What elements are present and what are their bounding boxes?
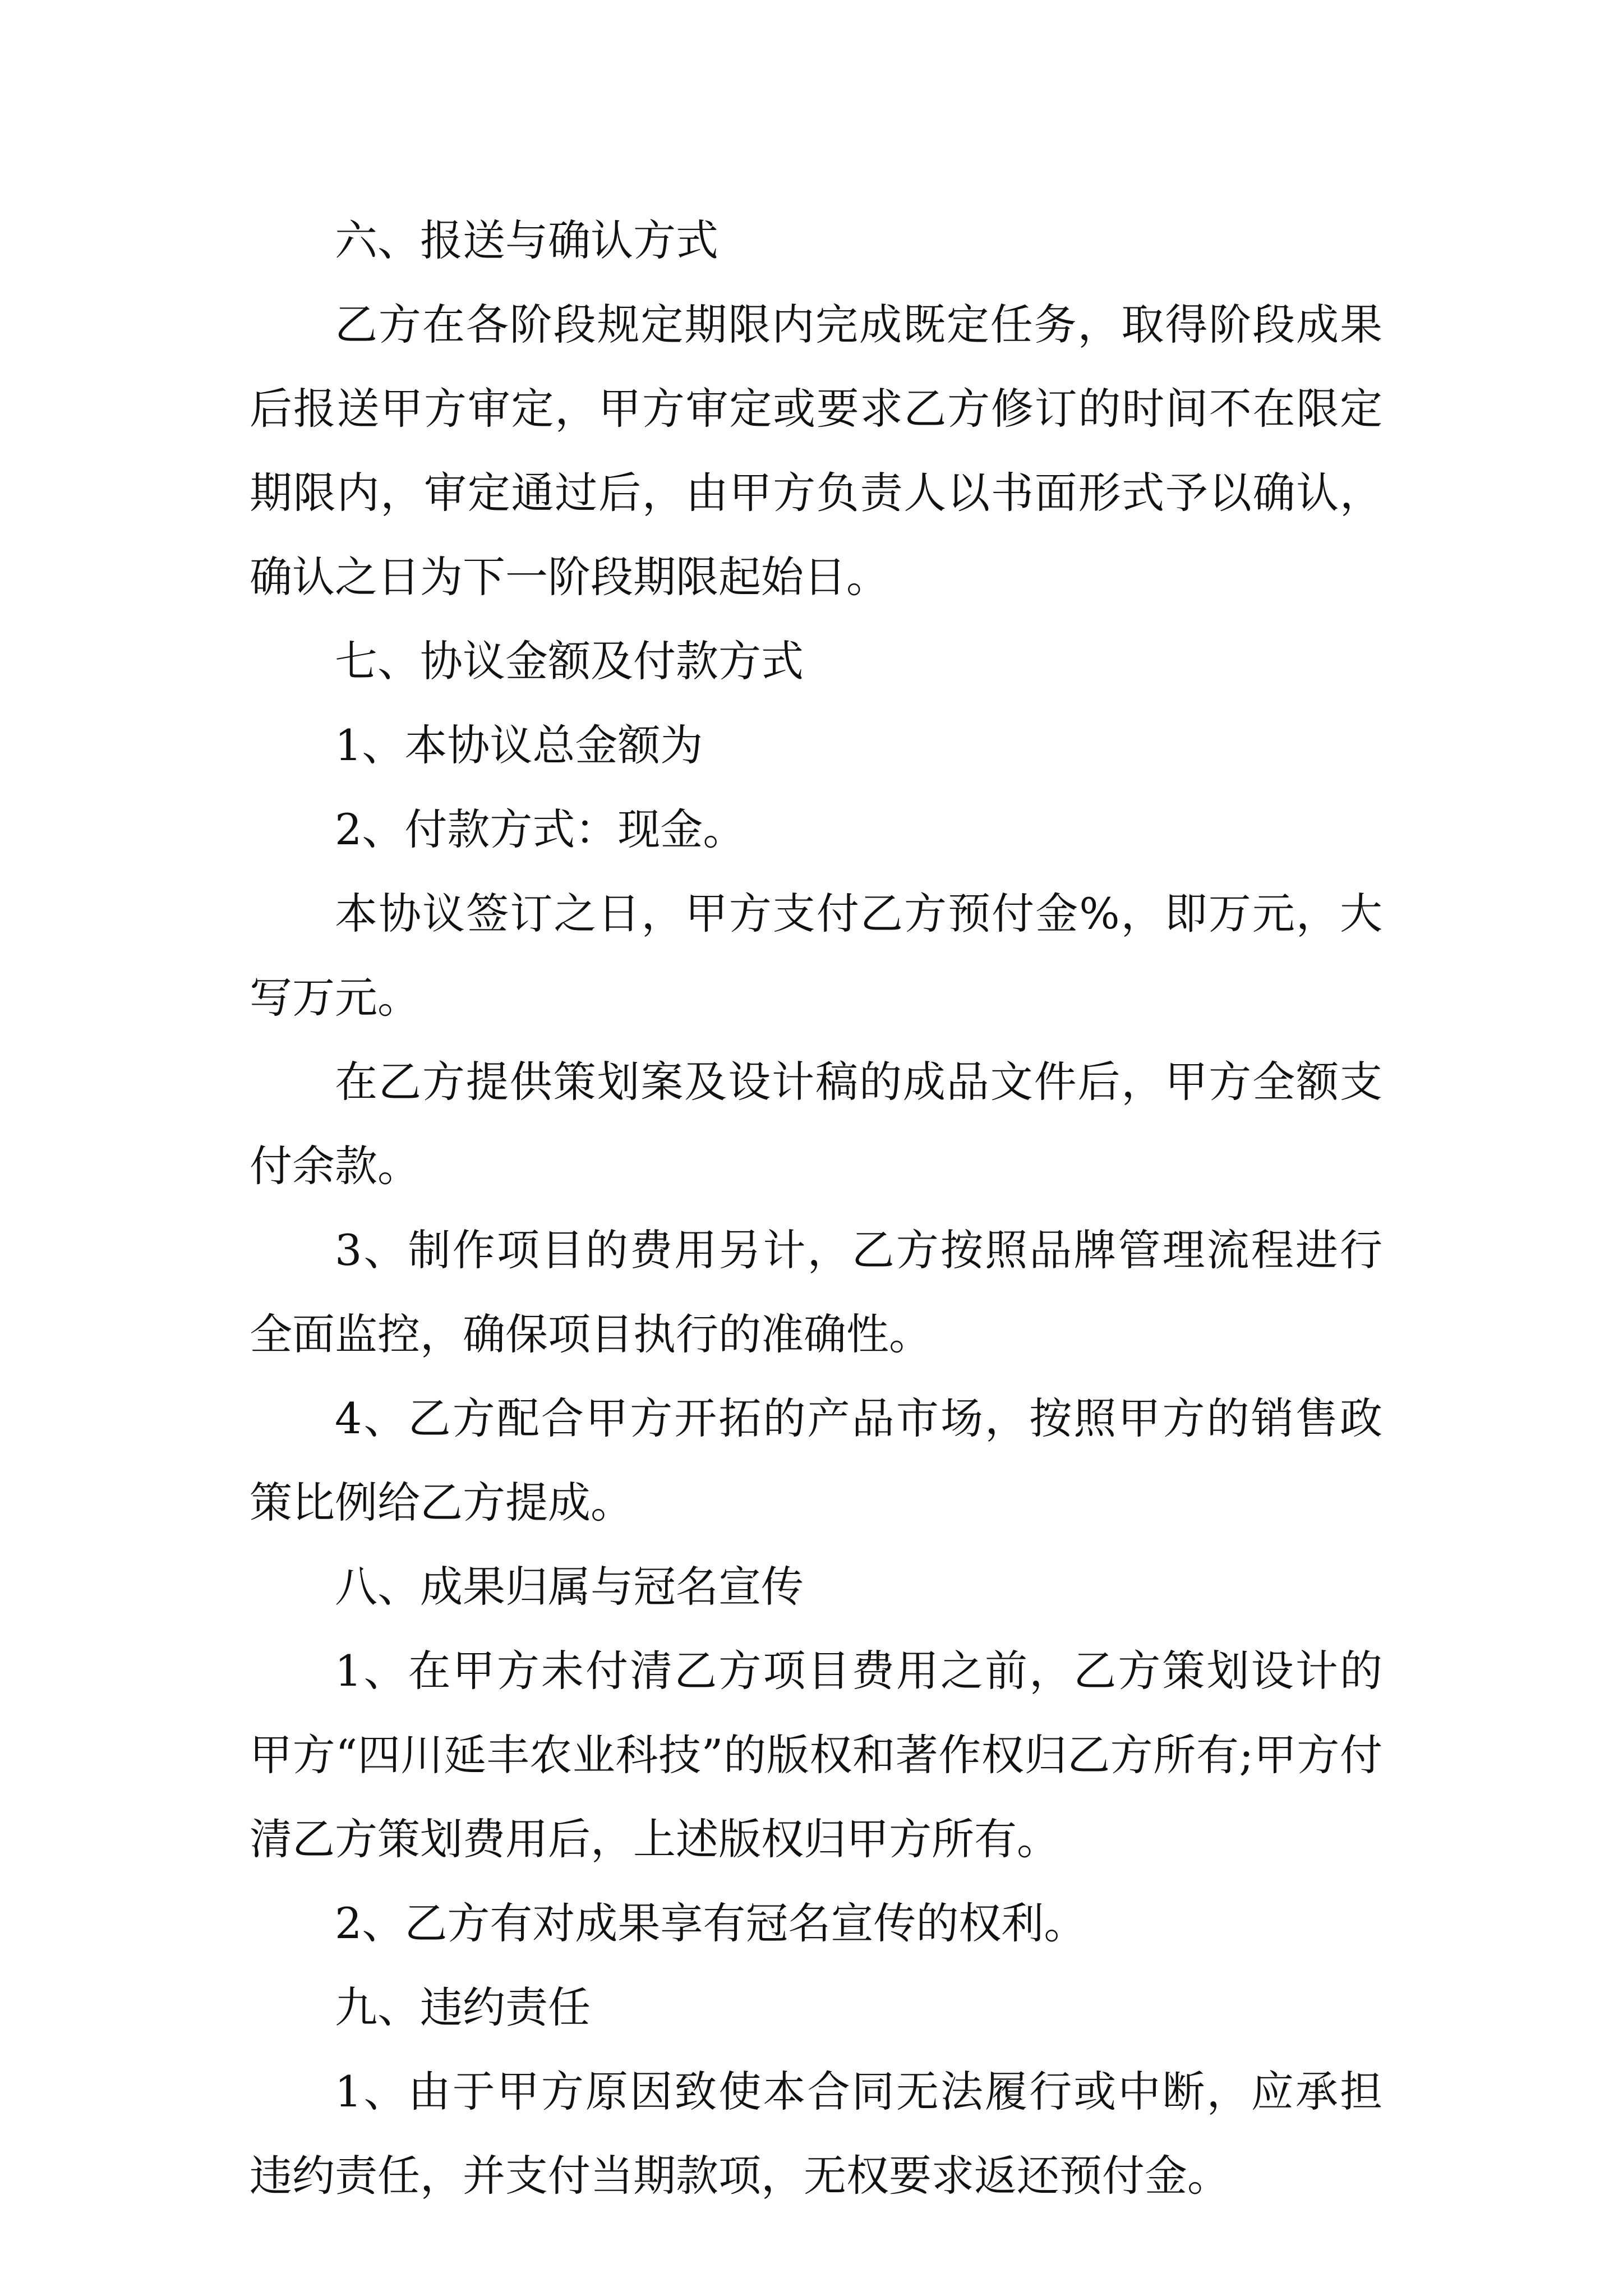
paragraph-advance-payment: 本协议签订之日，甲方支付乙方预付金%，即万元，大写万元。 [250,889,1382,1023]
paragraph-balance-payment: 在乙方提供策划案及设计稿的成品文件后，甲方全额支付余款。 [250,1057,1382,1191]
clause-production-costs: 3、制作项目的费用另计，乙方按照品牌管理流程进行全面监控，确保项目执行的准确性。 [250,1225,1382,1359]
paragraph-submission-confirmation: 乙方在各阶段规定期限内完成既定任务，取得阶段成果后报送甲方审定，甲方审定或要求乙方修订的时间不在限定期限内，审定通过后，由甲方负责人以书面形式予以确认，确认之日为下一阶段期限起始日。 [250,300,1382,602]
section-heading-7: 七、协议金额及付款方式 [335,636,804,686]
section-heading-6: 六、报送与确认方式 [335,215,718,265]
clause-payment-method: 2、付款方式：现金。 [335,804,746,854]
clause-naming-rights: 2、乙方有对成果享有冠名宣传的权利。 [335,1898,1087,1948]
clause-commission: 4、乙方配合甲方开拓的产品市场，按照甲方的销售政策比例给乙方提成。 [250,1393,1382,1527]
clause-copyright: 1、在甲方未付清乙方项目费用之前，乙方策划设计的甲方“四川延丰农业科技”的版权和著作权归乙方所有;甲方付清乙方策划费用后，上述版权归甲方所有。 [250,1646,1382,1864]
clause-breach-party-a: 1、由于甲方原因致使本合同无法履行或中断，应承担违约责任，并支付当期款项，无权要求返还预付金。 [250,2067,1382,2201]
section-heading-8: 八、成果归属与冠名宣传 [335,1562,804,1612]
clause-total-amount: 1、本协议总金额为 [335,720,703,770]
section-heading-9: 九、违约责任 [335,1982,591,2032]
document-body [250,199,1382,2218]
